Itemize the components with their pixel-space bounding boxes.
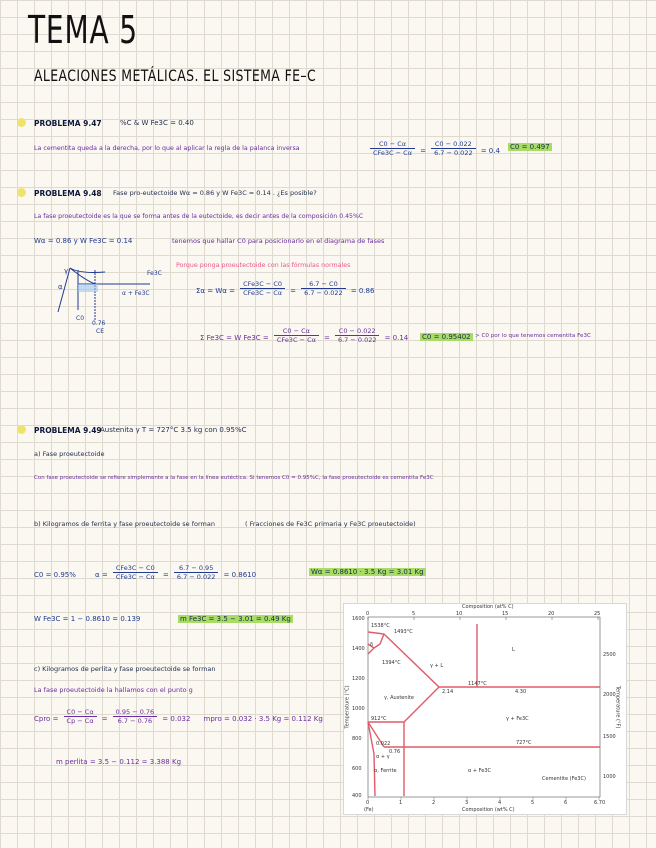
- frac-numerator: CFe3C − C0: [113, 564, 158, 573]
- frac-denominator: 6.7 − 0.022: [434, 149, 473, 157]
- frac-numerator: C0 − 0.022: [431, 140, 476, 149]
- label-0022: 0.022: [376, 741, 391, 747]
- y-left-tick: 1400: [352, 646, 365, 652]
- top-tick: 25: [594, 611, 601, 617]
- part-c-cpro: Cpro =: [34, 715, 59, 723]
- label-1538: 1538°C: [371, 623, 390, 629]
- problem-948-title: PROBLEMA 9.48: [34, 189, 102, 198]
- frac-denominator: CFe3C − Cα: [243, 289, 283, 297]
- bottom-tick: 6.70: [594, 800, 606, 806]
- fe-c-phase-diagram: [343, 603, 627, 815]
- bottom-tick: 3: [465, 800, 469, 806]
- y-right-tick: 2500: [603, 652, 616, 658]
- label-727: 727°C: [516, 740, 532, 746]
- part-b-eq: C0 = 0.95% α = $\frac{\text{CFe3C − C0}}{\text{CFe3C − Cα}}$ = $\frac{6.7 - 0.95}{6.7 - 0.022}$ = 0.8610: [34, 564, 257, 581]
- top-tick: 10: [456, 611, 463, 617]
- top-tick: 15: [502, 611, 509, 617]
- page-subtitle: ALEACIONES METÁLICAS. EL SISTEMA FE–C: [34, 66, 317, 85]
- bottom-tick: 0: [366, 800, 370, 806]
- part-c-mpro: mpro = 0.032 · 3.5 Kg = 0.112 Kg: [203, 715, 323, 723]
- problem-949-title: PROBLEMA 9.49: [34, 426, 102, 435]
- problem-947-equals: = 0.4: [480, 147, 500, 155]
- page-title: TEMA 5: [28, 8, 138, 52]
- frac-numerator: C0 − Cα: [64, 708, 97, 717]
- frac-denominator: 6.7 − 0.76: [117, 717, 153, 725]
- sketch-label-alpha: α: [58, 283, 63, 291]
- label-alpha-gamma: α + γ: [376, 754, 390, 760]
- frac-numerator: CFe3C − C0: [240, 280, 285, 289]
- y-right-tick: 1000: [603, 774, 616, 780]
- part-c-result: = 0.032: [162, 715, 191, 723]
- frac-numerator: 6.7 − 0.95: [174, 564, 219, 573]
- top-tick: 0: [366, 611, 370, 617]
- bottom-fe: (Fe): [364, 807, 374, 813]
- frac-denominator: 6.7 − 0.022: [176, 573, 216, 581]
- problem-948-data: Fase pro-eutectoide Wα = 0.86 y W Fe3C = 0.14 . ¿Es posible?: [113, 189, 317, 197]
- label-1493: 1493°C: [394, 629, 413, 635]
- frac-denominator: Cp − Cα: [66, 717, 94, 725]
- y-right-tick: 2000: [603, 692, 616, 698]
- y-right-title: Temperature (°F): [614, 685, 621, 729]
- part-c-text: La fase proeutectoide la hallamos con el punto g: [34, 686, 193, 694]
- phase-diagram-svg: [344, 604, 626, 814]
- bullet-icon: [17, 118, 26, 127]
- bottom-tick: 6: [564, 800, 568, 806]
- bottom-tick: 4: [498, 800, 502, 806]
- frac-numerator: 6.7 − C0: [301, 280, 346, 289]
- bottom-axis-title: Composition (wt% C): [462, 807, 515, 813]
- problem-947-result: C0 = 0.497: [510, 143, 550, 151]
- frac-numerator: C0 − 0.022: [335, 327, 380, 336]
- eq1-left: Σα = Wα =: [196, 287, 235, 295]
- part-b-paren: ( Fracciones de Fe3C primaria y Fe3C proeutectoide): [245, 520, 416, 528]
- part-c-perlita: m perlita = 3.5 − 0.112 = 3.388 Kg: [56, 758, 182, 766]
- label-430: 4.30: [515, 689, 527, 695]
- problem-948-conclusion: > C0 por lo que tenemos cementita Fe3C: [475, 333, 591, 339]
- y-left-tick: 1200: [352, 676, 365, 682]
- problem-947-data: %C & W Fe3C = 0.40: [120, 119, 194, 127]
- problem-948-line2-left: Wα = 0.86 y W Fe3C = 0.14: [34, 237, 133, 245]
- sketch-label-fe3c: Fe3C: [147, 270, 162, 277]
- frac-denominator: CFe3C − Cα: [115, 573, 155, 581]
- top-tick: 5: [412, 611, 416, 617]
- label-austenite: γ, Austenite: [384, 695, 414, 701]
- frac-numerator: C0 − Cα: [274, 327, 319, 336]
- eq1-result: = 0.86: [350, 287, 375, 295]
- label-alpha-fe3c: α + Fe3C: [468, 768, 492, 774]
- frac-numerator: 0.95 − 0.76: [113, 708, 158, 717]
- problem-947-statement: La cementita queda a la derecha, por lo que al aplicar la regla de la palanca inversa: [34, 145, 300, 152]
- label-gamma-fe3c: γ + Fe3C: [506, 716, 529, 722]
- part-b-c0: C0 = 0.95%: [34, 571, 76, 579]
- y-right-tick: 1500: [603, 734, 616, 740]
- part-a-text: Con fase proeutectoide se refiere simplemente a la fase en la línea eutéctica. Si tenemos C0 = 0.95%C, la fase proeutectoide es cementita Fe3C: [34, 475, 434, 481]
- top-tick: 20: [548, 611, 555, 617]
- problem-948-line2-right: tenemos que hallar C0 para posicionarlo en el diagrama de fases: [172, 237, 385, 245]
- problem-947-title: PROBLEMA 9.47: [34, 119, 102, 128]
- eq2-left: Σ Fe3C = W Fe3C =: [200, 334, 269, 342]
- bottom-tick: 2: [432, 800, 436, 806]
- bullet-icon: [17, 188, 26, 197]
- sketch-label-076: 0.76: [92, 320, 106, 327]
- part-b-mfe3c: m Fe3C = 3.5 − 3.01 = 0.49 Kg: [180, 615, 291, 623]
- problem-948-eq1: Σα = Wα = $\frac{\text{CFe3C − C0}}{\text{CFe3C − Cα}}$ = $\frac{6.7 - C0}{6.7 - 0.022}$ = 0.86: [196, 280, 375, 297]
- label-cementite: Cementite (Fe3C): [542, 776, 586, 782]
- part-b-result: = 0.8610: [223, 571, 257, 579]
- part-c-label: c) Kilogramos de perlita y fase proeutectoide se forman: [34, 665, 216, 673]
- sketch-label-alpha-fe3c: α + Fe3C: [122, 290, 150, 297]
- problem-948-line1: La fase proeutectoide es la que se forma antes de la eutectoide, es decir antes de la composición 0.45%C: [34, 213, 364, 220]
- y-left-tick: 800: [352, 736, 362, 742]
- label-1147: 1147°C: [468, 681, 487, 687]
- part-c-eq: Cpro = $\frac{C0 - C\alpha}{Cp - C\alpha}$ = $\frac{0.95 - 0.76}{6.7 - 0.76}$ = 0.032 mpro = 0.032 · 3.5 Kg = 0.112 Kg: [34, 708, 323, 725]
- part-b-alpha: α =: [95, 571, 108, 579]
- y-left-tick: 600: [352, 766, 362, 772]
- y-left-tick: 400: [352, 793, 362, 799]
- frac-denominator: 6.7 − 0.022: [337, 336, 377, 344]
- y-left-tick: 1600: [352, 616, 365, 622]
- problem-948-highlight: C0 = 0.95402: [422, 333, 471, 341]
- problem-949-data: Austenita γ T = 727°C 3.5 kg con 0.95%C: [100, 426, 247, 434]
- bullet-icon: [17, 425, 26, 434]
- bottom-tick: 5: [531, 800, 535, 806]
- frac-denominator: CFe3C − Cα: [373, 149, 412, 157]
- top-axis-title: Composition (at% C): [462, 604, 514, 610]
- problem-948-eq2: Σ Fe3C = W Fe3C = $\frac{C0 - C\alpha}{\text{CFe3C − Cα}}$ = $\frac{C0 - 0.022}{6.7 - 0.022}$ = 0.14: [200, 327, 409, 344]
- label-076: 0.76: [389, 749, 401, 755]
- frac-denominator: CFe3C − Cα: [276, 336, 316, 344]
- label-gamma-l: γ + L: [430, 663, 444, 669]
- label-liquid: L: [512, 647, 515, 653]
- part-a-label: a) Fase proeutectoide: [34, 450, 105, 458]
- label-1394: 1394°C: [382, 660, 401, 666]
- eq2-result: = 0.14: [384, 334, 409, 342]
- sketch-label-gamma: γ: [64, 267, 69, 275]
- problem-947-fraction: $\frac{C0 - C\alpha}{\text{CFe3C − Cα}}$ = $\frac{C0 - 0.022}{6.7 - 0.022}$ = 0.4: [370, 138, 500, 157]
- label-ferrite: α, Ferrite: [374, 768, 397, 774]
- frac-numerator: C0 − Cα: [370, 140, 415, 149]
- sketch-label-ce: CE: [96, 328, 104, 335]
- sketch-label-c0: C0: [76, 315, 85, 322]
- label-delta: δ: [370, 642, 374, 648]
- label-214: 2.14: [442, 689, 454, 695]
- problem-948-pink-note: Porque ponga proeutectoide con las fórmulas normales: [176, 262, 351, 269]
- frac-denominator: 6.7 − 0.022: [304, 289, 343, 297]
- label-912: 912°C: [371, 716, 387, 722]
- part-b-walpha: Wα = 0.8610 · 3.5 Kg = 3.01 Kg: [311, 568, 424, 576]
- y-left-tick: 1000: [352, 706, 365, 712]
- y-left-title: Temperature (°C): [344, 685, 351, 729]
- part-b-wfe3c: W Fe3C = 1 − 0.8610 = 0.139: [34, 615, 141, 623]
- bottom-tick: 1: [399, 800, 403, 806]
- part-b-label: b) Kilogramos de ferrita y fase proeutectoide se forman: [34, 520, 215, 528]
